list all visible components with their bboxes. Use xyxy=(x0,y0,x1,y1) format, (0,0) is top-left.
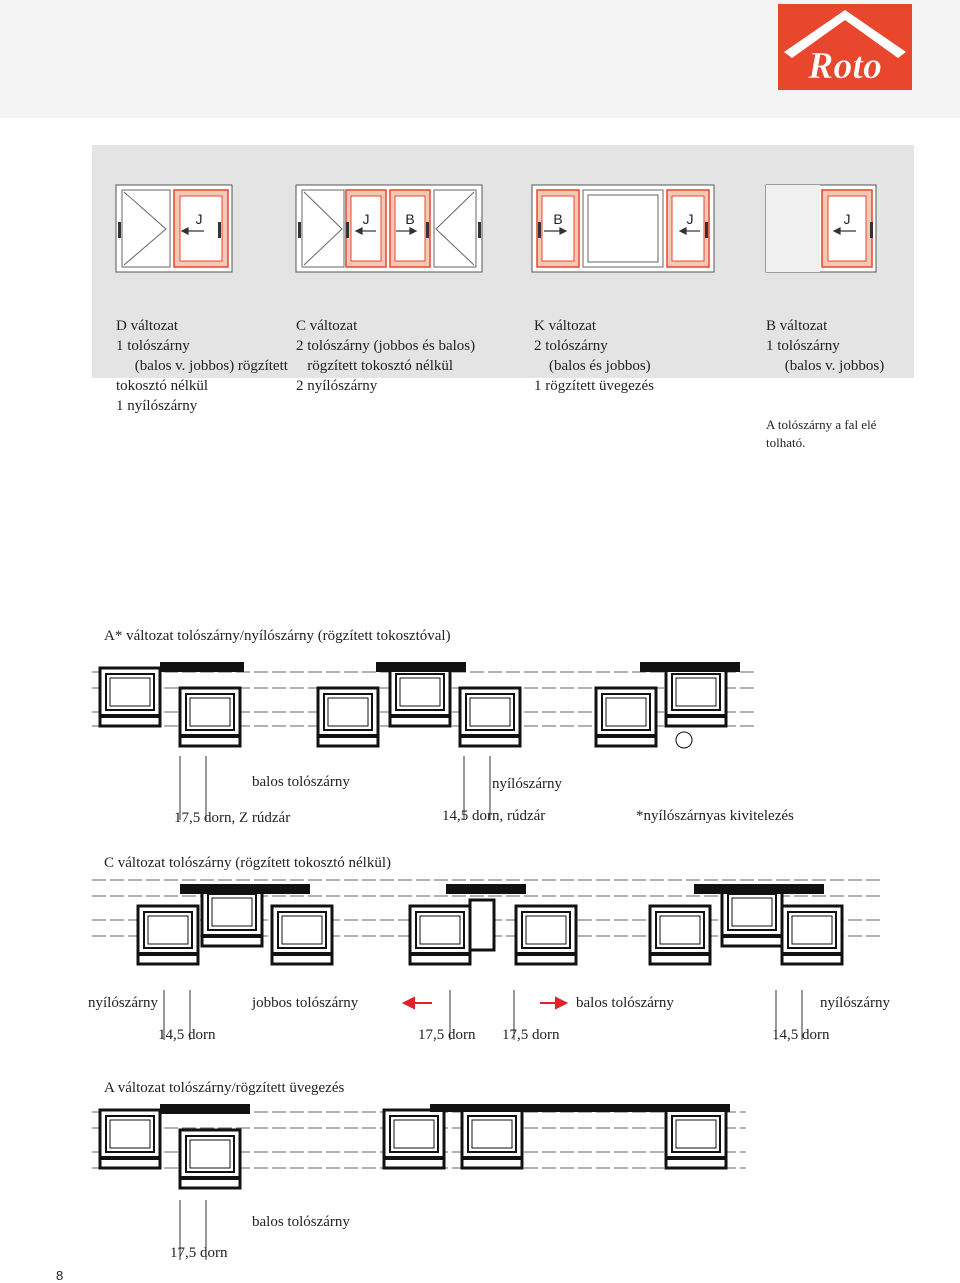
diagram-letter: J xyxy=(195,211,203,227)
label: balos tolószárny xyxy=(252,1214,350,1230)
diagram-letter: B xyxy=(553,211,563,227)
page-number: 8 xyxy=(56,1268,64,1283)
label: nyílószárny xyxy=(88,995,158,1011)
section-a-star-title: A* változat tolószárny/nyílószárny (rögzített tokosztóval) xyxy=(104,628,451,644)
variant-b-caption: B változat 1 tolószárny (balos v. jobbos) A tolószárny a fal elé tolható. xyxy=(766,318,885,450)
label: nyílószárny xyxy=(820,995,890,1011)
section-a-title: A változat tolószárny/rögzített üvegezés xyxy=(104,1080,345,1096)
label: *nyílószárnyas kivitelezés xyxy=(636,808,794,824)
variant-c-caption: C változat 2 tolószárny (jobbos és balos) rögzített tokosztó nélkül 2 nyílószárny xyxy=(296,318,476,394)
section-c-title: C változat tolószárny (rögzített tokosztó nélkül) xyxy=(104,855,392,871)
svg-text:Roto: Roto xyxy=(808,45,882,87)
label: jobbos tolószárny xyxy=(252,995,359,1011)
diagram-letter: J xyxy=(843,211,851,227)
label: 14,5 dorn xyxy=(158,1027,216,1043)
variant-k-caption: K változat 2 tolószárny (balos és jobbos) 1 rögzített üvegezés xyxy=(534,318,654,394)
label: 17,5 dorn xyxy=(418,1027,476,1043)
label: 17,5 dorn xyxy=(170,1245,228,1261)
label: balos tolószárny xyxy=(576,995,674,1011)
section-a-star-drawing xyxy=(92,662,756,820)
label: 14,5 dorn, rúdzár xyxy=(442,808,546,824)
label: 17,5 dorn xyxy=(502,1027,560,1043)
diagram-letter: B xyxy=(405,211,415,227)
diagram-letter: J xyxy=(362,211,370,227)
variant-d-caption: D változat 1 tolószárny (balos v. jobbos) rögzített tokosztó nélkül 1 nyílószárny xyxy=(116,318,288,414)
label: nyílószárny xyxy=(492,776,562,792)
label: balos tolószárny xyxy=(252,774,350,790)
label: 17,5 dorn, Z rúdzár xyxy=(174,810,291,826)
section-a-drawing xyxy=(92,1104,746,1260)
section-c-drawing xyxy=(92,880,880,1040)
diagram-letter: J xyxy=(686,211,694,227)
label: 14,5 dorn xyxy=(772,1027,830,1043)
